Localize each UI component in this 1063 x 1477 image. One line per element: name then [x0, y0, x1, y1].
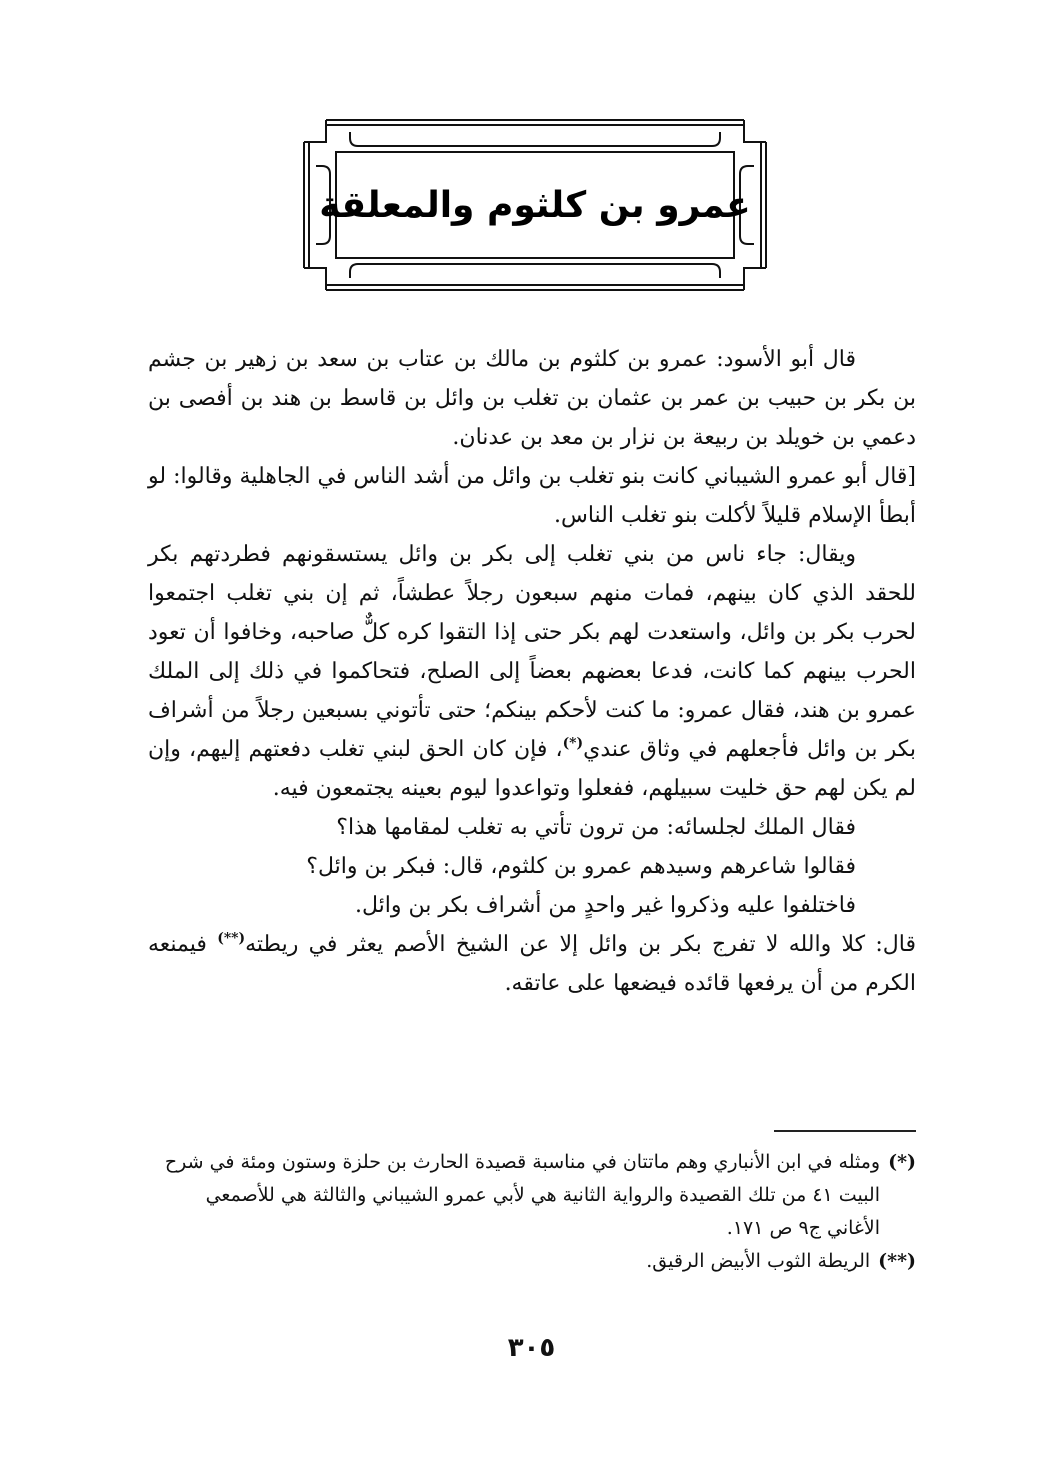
footnote-2-mark: (**) — [878, 1250, 916, 1272]
footnote-1-line-2: البيت ٤١ من تلك القصيدة والرواية الثانية هي لأبي عمرو الشيباني والثالثة هي للأصمعي — [205, 1184, 880, 1206]
footnote-2 — [148, 1245, 916, 1278]
footnote-ref-2: (**) — [217, 930, 246, 947]
footnotes — [148, 1146, 916, 1278]
title-frame — [300, 116, 770, 294]
story-text-2: ، فإن كان الحق لبني تغلب دفعتهم إليهم، وإن لم يكن لهم حق خليت سبيلهم، ففعلوا وتواعدوا ليوم بعينه يجتمعون فيه. — [148, 737, 916, 801]
story-text-1: ويقال: جاء ناس من بني تغلب إلى بكر بن وائل يستسقونهم فطردتهم بكر للحقد الذي كان بينهم، فمات منهم سبعون رجلاً عطشاً، ثم إن بني تغلب اجتمعوا لحرب بكر بن وائل، واستعدت لهم بكر حتى إذا التقوا كره كلٌّ صاحبه، وخافوا أن تعود الحرب بينهم كما كانت، فدعا بعضهم بعضاً إلى الصلح، فتحاكموا في ذلك إلى الملك عمرو بن هند، فقال عمرو: ما كنت لأحكم بينكم؛ حتى تأتوني بسبعين رجلاً من أشراف بكر بن وائل فأجعلهم في وثاق عندي — [148, 542, 916, 762]
footnote-1-mark: (*) — [888, 1151, 916, 1173]
footnote-ref-1: (*) — [562, 735, 584, 752]
footnote-1-line-3: الأغاني ج٩ ص ١٧١. — [726, 1217, 880, 1239]
dialogue-line-3: فاختلفوا عليه وذكروا غير واحدٍ من أشراف بكر بن وائل. — [355, 893, 856, 918]
paragraph-story — [148, 535, 916, 808]
paragraph-lineage: قال أبو الأسود: عمرو بن كلثوم بن مالك بن عتاب بن سعد بن زهير بن جشم بن بكر بن حبيب بن عمر بن عثمان بن تغلب بن وائل بن قاسط بن هند بن أفصى بن دعمي بن خويلد بن ربيعة بن نزار بن معد بن عدنان. — [148, 347, 916, 450]
main-text — [148, 340, 916, 1003]
paragraph-reply — [148, 925, 916, 1003]
dialogue-line-1: فقال الملك لجلسائه: من ترون تأتي به تغلب لمقامها هذا؟ — [336, 815, 856, 840]
paragraph-shaybani: [قال أبو عمرو الشيباني كانت بنو تغلب بن وائل من أشد الناس في الجاهلية وقالوا: لو أبطأ الإسلام قليلاً لأكلت بنو تغلب الناس. — [148, 464, 916, 528]
footnote-1-text: ومثله في ابن الأنباري وهم ماتتان في مناسبة قصيدة الحارث بن حلزة وستون ومئة في شرح — [164, 1151, 881, 1173]
reply-text-2: فيمنعه الكرم من أن يرفعها قائده فيضعها على عاتقه. — [148, 932, 916, 996]
footnote-1-line-1 — [148, 1146, 916, 1179]
footnote-2-text: الريطة الثوب الأبيض الرقيق. — [646, 1250, 871, 1272]
reply-text-1: قال: كلا والله لا تفرج بكر بن وائل إلا عن الشيخ الأصم يعثر في ريطته — [245, 932, 916, 957]
footnote-separator — [774, 1130, 916, 1132]
page-number: ٣٠٥ — [507, 1333, 556, 1363]
chapter-title: عمرو بن كلثوم والمعلقة — [319, 184, 751, 226]
dialogue-line-2: فقالوا شاعرهم وسيدهم عمرو بن كلثوم، قال: فبكر بن وائل؟ — [306, 854, 856, 879]
